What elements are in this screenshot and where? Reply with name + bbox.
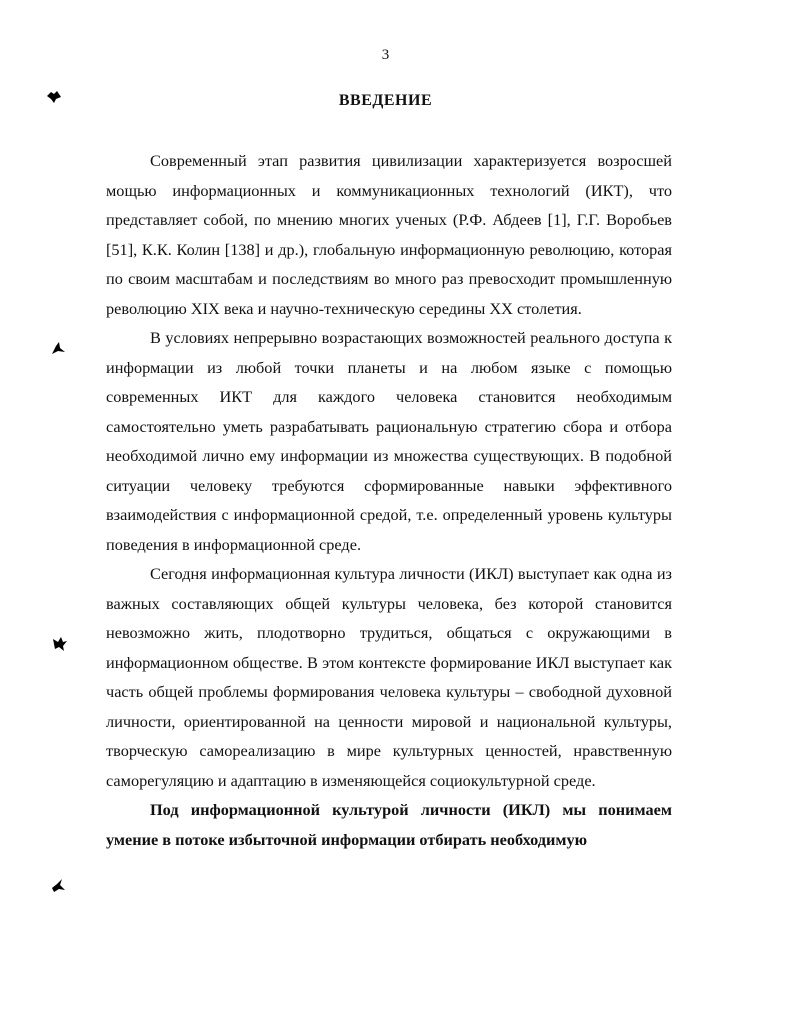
page-title: ВВЕДЕНИЕ bbox=[338, 92, 433, 109]
paragraph-1: Современный этап развития цивилизации характеризуется возросшей мощью информационных и коммуникационных технологий (ИКТ), что представляет собой, по мнению многих ученых (Р.Ф. Абдеев [1], Г.Г. Воробьев [51], К.К. Колин [138] и др.), глобальную информационную революцию, которая по своим масштабам и последствиям во много раз превосходит промышленную революцию XIX века и научно-техническую середины XX столетия. bbox=[106, 151, 672, 318]
paragraph-2: В условиях непрерывно возрастающих возможностей реального доступа к информации из любой точки планеты и на любом языке с помощью современных ИКТ для каждого человека становится необходимым самостоятельно уметь разрабатывать рациональную стратегию сбора и отбора необходимой лично ему информации из множества существующих. В подобной ситуации человеку требуются сформированные навыки эффективного взаимодействия с информационной средой, т.е. определенный уровень культуры поведения в информационной среде. bbox=[106, 328, 672, 554]
paragraph-3: Сегодня информационная культура личности (ИКЛ) выступает как одна из важных составляющих общей культуры человека, без которой становится невозможно жить, плодотворно трудиться, общаться с окружающими в информационном обществе. В этом контексте формирование ИКЛ выступает как часть общей проблемы формирования человека культуры – свободной духовной личности, ориентированной на ценности мировой и национальной культуры, творческую самореализацию в мире культурных ценностей, нравственную саморегуляцию и адаптацию в изменяющейся социокультурной среде. bbox=[106, 564, 672, 790]
ink-blot-icon bbox=[46, 89, 62, 105]
body-text bbox=[106, 146, 672, 854]
ink-blot-icon bbox=[50, 340, 66, 356]
page-number: 3 bbox=[381, 47, 390, 63]
ink-blot-icon bbox=[52, 636, 68, 652]
ink-blot-icon bbox=[50, 878, 66, 894]
paragraph-4-definition: Под информационной культурой личности (ИКЛ) мы понимаем умение в потоке избыточной информации отбирать необходимую bbox=[106, 800, 672, 849]
